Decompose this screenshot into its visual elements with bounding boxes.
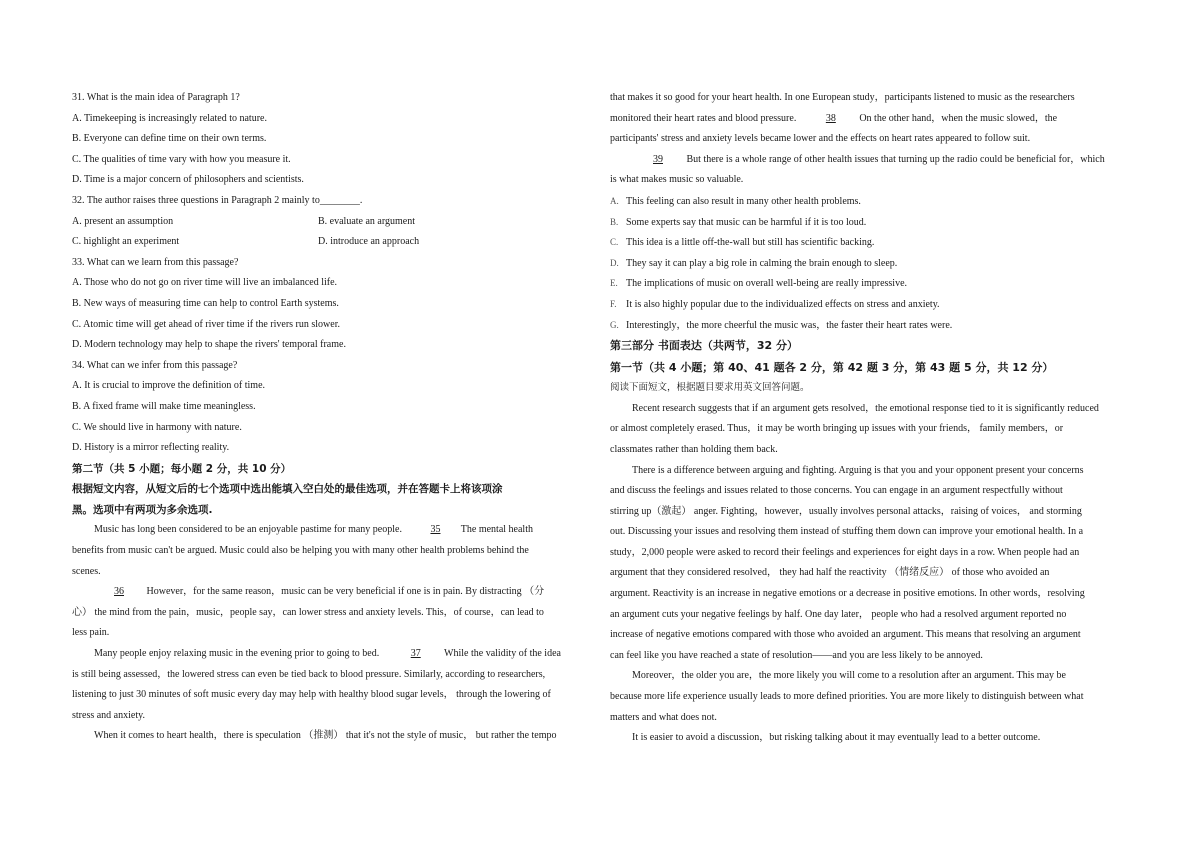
essay-line: or almost completely erased. Thus，it may be worth bringing up issues with your friends， family members，or xyxy=(610,423,1064,435)
question-31-option-a: A. Timekeeping is increasingly related to nature. xyxy=(72,112,267,124)
choice-text: Some experts say that music can be harmful if it is too loud. xyxy=(626,216,867,228)
question-34-stem: 34. What can we infer from this passage? xyxy=(72,359,238,371)
blank-38: 38 xyxy=(825,112,836,124)
essay-line: argument that they considered resolved， they had half the reactivity （情绪反应） of those who avoided an xyxy=(610,567,1050,579)
passage-paragraph-3-line-1 xyxy=(72,644,590,665)
essay-line: can feel like you have reached a state of resolution——and you are less likely to be annoyed. xyxy=(610,649,983,661)
passage-paragraph-5-line-1 xyxy=(610,150,1130,171)
essay-line: out. Discussing your issues and resolving them instead of stuffing them down can improve your emotional health. In a xyxy=(610,526,1084,538)
passage-text: While the validity of the idea xyxy=(444,648,561,660)
question-31-option-d: D. Time is a major concern of philosophers and scientists. xyxy=(72,174,304,186)
question-34-option-c: C. We should live in harmony with nature. xyxy=(72,421,242,433)
section-2-title: 第二节（共 5 小题；每小题 2 分，共 10 分） xyxy=(72,462,292,475)
choice-b xyxy=(610,212,1130,233)
question-34-option-a: A. It is crucial to improve the definition of time. xyxy=(72,380,266,392)
essay-line: matters and what does not. xyxy=(610,711,717,723)
passage-paragraph-4-line-1: When it comes to heart health，there is speculation （推测） that it's not the style of music， but rather the tempo xyxy=(94,730,557,742)
choice-c xyxy=(610,232,1130,253)
essay-line: because more life experience usually leads to more defined priorities. You are more likely to distinguish between what xyxy=(610,691,1084,703)
choice-d xyxy=(610,253,1130,274)
section-2-instruction-line-2: 黑。选项中有两项为多余选项. xyxy=(72,503,213,516)
question-32-options-row-2 xyxy=(72,232,590,253)
essay-line: classmates rather than holding them back. xyxy=(610,443,778,455)
choice-text: Interestingly，the more cheerful the music was，the faster their heart rates were. xyxy=(626,319,953,331)
question-32-option-a: A. present an assumption xyxy=(72,215,174,227)
essay-line: Moreover，the older you are，the more likely you will come to a resolution after an argument. This may be xyxy=(632,670,1066,682)
question-32-option-d: D. introduce an approach xyxy=(318,236,420,248)
passage-paragraph-4-line-4: participants' stress and anxiety levels became lower and the effects on heart rates appeared to follow suit. xyxy=(610,133,1031,145)
passage-text: monitored their heart rates and blood pressure. xyxy=(610,112,797,124)
choice-a xyxy=(610,191,1130,212)
question-33-option-b: B. New ways of measuring time can help to control Earth systems. xyxy=(72,297,339,309)
essay-passage xyxy=(610,399,1130,749)
passage-paragraph-5-line-2: is what makes music so valuable. xyxy=(610,174,744,186)
choice-letter: G. xyxy=(610,319,619,330)
question-34-option-d: D. History is a mirror reflecting reality. xyxy=(72,442,230,454)
passage-paragraph-1-line-2: benefits from music can't be argued. Music could also be helping you with many other health problems behind the xyxy=(72,545,529,557)
choice-letter: E. xyxy=(610,278,618,289)
question-32-options-row-1 xyxy=(72,212,590,233)
choice-text: The implications of music on overall well-being are really impressive. xyxy=(626,278,908,290)
essay-line: an argument cuts your negative feelings by half. One day later， people who had a resolved argument reported no xyxy=(610,608,1067,620)
passage-paragraph-2-line-3: less pain. xyxy=(72,627,110,639)
question-31-option-c: C. The qualities of time vary with how you measure it. xyxy=(72,153,291,165)
question-32-option-b: B. evaluate an argument xyxy=(318,215,416,227)
blank-39: 39 xyxy=(653,153,663,165)
question-34-option-b: B. A fixed frame will make time meaningless. xyxy=(72,400,256,412)
right-column xyxy=(610,88,1130,749)
passage-paragraph-4-line-3 xyxy=(610,109,1130,130)
passage-paragraph-3-line-4: stress and anxiety. xyxy=(72,709,145,721)
section-1-instruction: 阅读下面短文，根据题目要求用英文回答问题。 xyxy=(610,382,810,394)
essay-line: It is easier to avoid a discussion，but risking talking about it may eventually lead to a better outcome. xyxy=(632,732,1041,744)
passage-text: The mental health xyxy=(460,524,533,536)
question-31-stem: 31. What is the main idea of Paragraph 1? xyxy=(72,92,240,103)
choice-letter: A. xyxy=(610,195,619,206)
section-2-instruction-line-1: 根据短文内容，从短文后的七个选项中选出能填入空白处的最佳选项，并在答题卡上将该项涂 xyxy=(72,483,503,496)
essay-line: stirring up（激起） anger. Fighting，however，usually involves personal attacks，raising of voices， and storming xyxy=(610,505,1082,517)
passage-paragraph-2-line-1 xyxy=(72,582,590,603)
question-32-stem: 32. The author raises three questions in Paragraph 2 mainly to________. xyxy=(72,194,363,206)
passage-text: Many people enjoy relaxing music in the evening prior to going to bed. xyxy=(94,648,380,660)
choice-letter: D. xyxy=(610,257,619,268)
essay-line: and discuss the feelings and issues related to those concerns. You can engage in an argument respectfully without xyxy=(610,485,1063,497)
choice-g xyxy=(610,315,1130,336)
choice-f xyxy=(610,294,1130,315)
blank-35: 35 xyxy=(430,524,441,536)
passage-paragraph-3-line-2: is still being assessed，the lowered stress can even be tied back to blood pressure. Similarly, according to researchers, xyxy=(72,668,546,680)
question-33-option-a: A. Those who do not go on river time will live an imbalanced life. xyxy=(72,277,338,289)
passage-paragraph-3-line-3: listening to just 30 minutes of soft music every day may help with healthy blood sugar levels， through the lowering of xyxy=(72,689,551,701)
left-column xyxy=(72,88,590,747)
essay-line: There is a difference between arguing and fighting. Arguing is that you and your opponent present your concerns xyxy=(632,464,1084,476)
question-33-stem: 33. What can we learn from this passage? xyxy=(72,256,239,268)
question-33-option-c: C. Atomic time will get ahead of river time if the rivers run slower. xyxy=(72,318,340,330)
question-33-option-d: D. Modern technology may help to shape the rivers' temporal frame. xyxy=(72,339,346,351)
blank-37: 37 xyxy=(410,648,421,660)
choice-e xyxy=(610,273,1130,294)
passage-paragraph-1-line-3: scenes. xyxy=(72,565,101,577)
essay-line: study，2,000 people were asked to record their feelings and experiences for eight days in a row. When people had an xyxy=(610,546,1080,558)
passage-text: However，for the same reason，music can be very beneficial if one is in pain. By distracting （分 xyxy=(146,586,545,598)
choice-text: This feeling can also result in many other health problems. xyxy=(626,195,861,207)
choice-text: They say it can play a big role in calming the brain enough to sleep. xyxy=(626,257,898,269)
passage-paragraph-2-line-2: 心） the mind from the pain，music，people say，can lower stress and anxiety levels. This，of course，can lead to xyxy=(72,606,544,618)
question-32-option-c: C. highlight an experiment xyxy=(72,236,180,248)
choice-letter: F. xyxy=(610,298,617,309)
passage-text: But there is a whole range of other health issues that turning up the radio could be beneficial for，which xyxy=(686,153,1105,165)
question-31-option-b: B. Everyone can define time on their own terms. xyxy=(72,133,267,145)
blank-36: 36 xyxy=(114,586,124,598)
choice-text: This idea is a little off-the-wall but still has scientific backing. xyxy=(626,237,875,249)
choice-letter: B. xyxy=(610,216,619,227)
essay-line: increase of negative emotions compared with those who avoided an argument. This means that resolving an argument xyxy=(610,629,1081,641)
part-3-title: 第三部分 书面表达（共两节，32 分） xyxy=(610,339,798,353)
essay-line: argument. Reactivity is an increase in negative emotions or a decrease in positive emotions. In other words，resolving xyxy=(610,588,1085,600)
choice-letter: C. xyxy=(610,237,619,248)
section-1-title: 第一节（共 4 小题；第 40、41 题各 2 分，第 42 题 3 分，第 43 题 5 分，共 12 分） xyxy=(610,360,1054,374)
passage-text: On the other hand，when the music slowed，the xyxy=(859,112,1058,124)
passage-paragraph-4-line-2: that makes it so good for your heart health. In one European study，participants listened to music as the researchers xyxy=(610,92,1075,103)
passage-text: Music has long been considered to be an enjoyable pastime for many people. xyxy=(94,524,402,536)
passage-paragraph-1-line-1 xyxy=(72,520,590,541)
choice-text: It is also highly popular due to the individualized effects on stress and anxiety. xyxy=(626,298,940,310)
essay-line: Recent research suggests that if an argument gets resolved，the emotional response tied to it is significantly reduced xyxy=(632,402,1099,414)
